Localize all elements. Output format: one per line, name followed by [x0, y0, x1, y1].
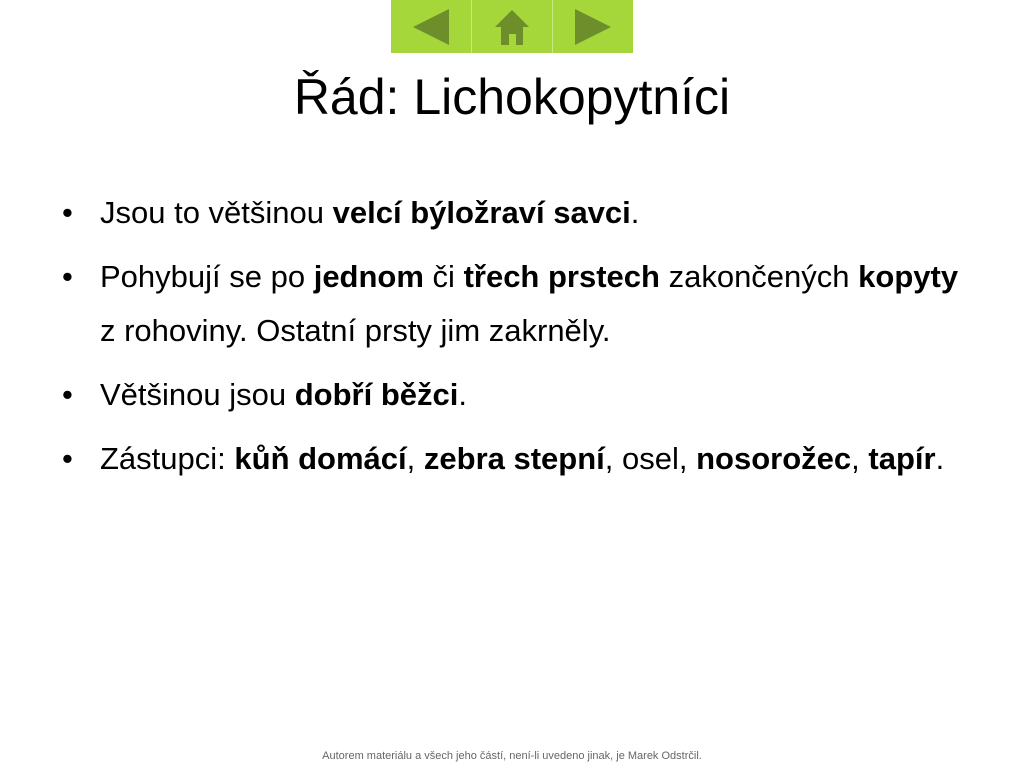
bold-text: tapír: [868, 441, 936, 476]
bullet-list: [62, 186, 962, 496]
bold-text: nosorožec: [696, 441, 852, 476]
bullet-item: [62, 186, 962, 240]
triangle-left-icon: [409, 7, 453, 47]
bullet-item: [62, 432, 962, 486]
back-button[interactable]: [391, 0, 471, 53]
house-icon: [492, 7, 532, 47]
bold-text: zebra stepní: [423, 441, 605, 476]
text-run: ,: [851, 441, 869, 476]
text-run: Většinou jsou: [100, 377, 295, 412]
bullet-item: [62, 368, 962, 422]
text-run: .: [458, 377, 467, 412]
text-run: z rohoviny. Ostatní prsty jim zakrněly.: [100, 313, 611, 348]
page-title: Řád: Lichokopytníci: [293, 69, 731, 125]
text-run: ,: [406, 441, 424, 476]
text-run: či: [423, 259, 464, 294]
bold-text: třech prstech: [463, 259, 660, 294]
bold-text: kůň domácí: [234, 441, 407, 476]
bullet-marker: •: [62, 259, 73, 294]
bullet-marker: •: [62, 441, 73, 476]
text-run: .: [935, 441, 945, 476]
text-run: zakončených: [659, 259, 859, 294]
next-button[interactable]: [552, 0, 633, 53]
bullet-marker: •: [62, 195, 73, 230]
text-run: Zástupci:: [100, 441, 235, 476]
text-run: Jsou to většinou: [100, 195, 333, 230]
text-run: Pohybují se po: [100, 259, 314, 294]
bullet-marker: •: [62, 377, 73, 412]
home-button[interactable]: [471, 0, 552, 53]
author-footer: Autorem materiálu a všech jeho částí, není-li uvedeno jinak, je Marek Odstrčil.: [322, 750, 702, 762]
bold-text: velcí býložraví savci: [332, 195, 631, 230]
text-run: , osel,: [604, 441, 697, 476]
bullet-item: [62, 250, 962, 358]
bold-text: kopyty: [858, 259, 959, 294]
bold-text: jednom: [313, 259, 424, 294]
bold-text: dobří běžci: [294, 377, 459, 412]
triangle-right-icon: [571, 7, 615, 47]
navigation-bar: [391, 0, 633, 53]
text-run: .: [630, 195, 640, 230]
